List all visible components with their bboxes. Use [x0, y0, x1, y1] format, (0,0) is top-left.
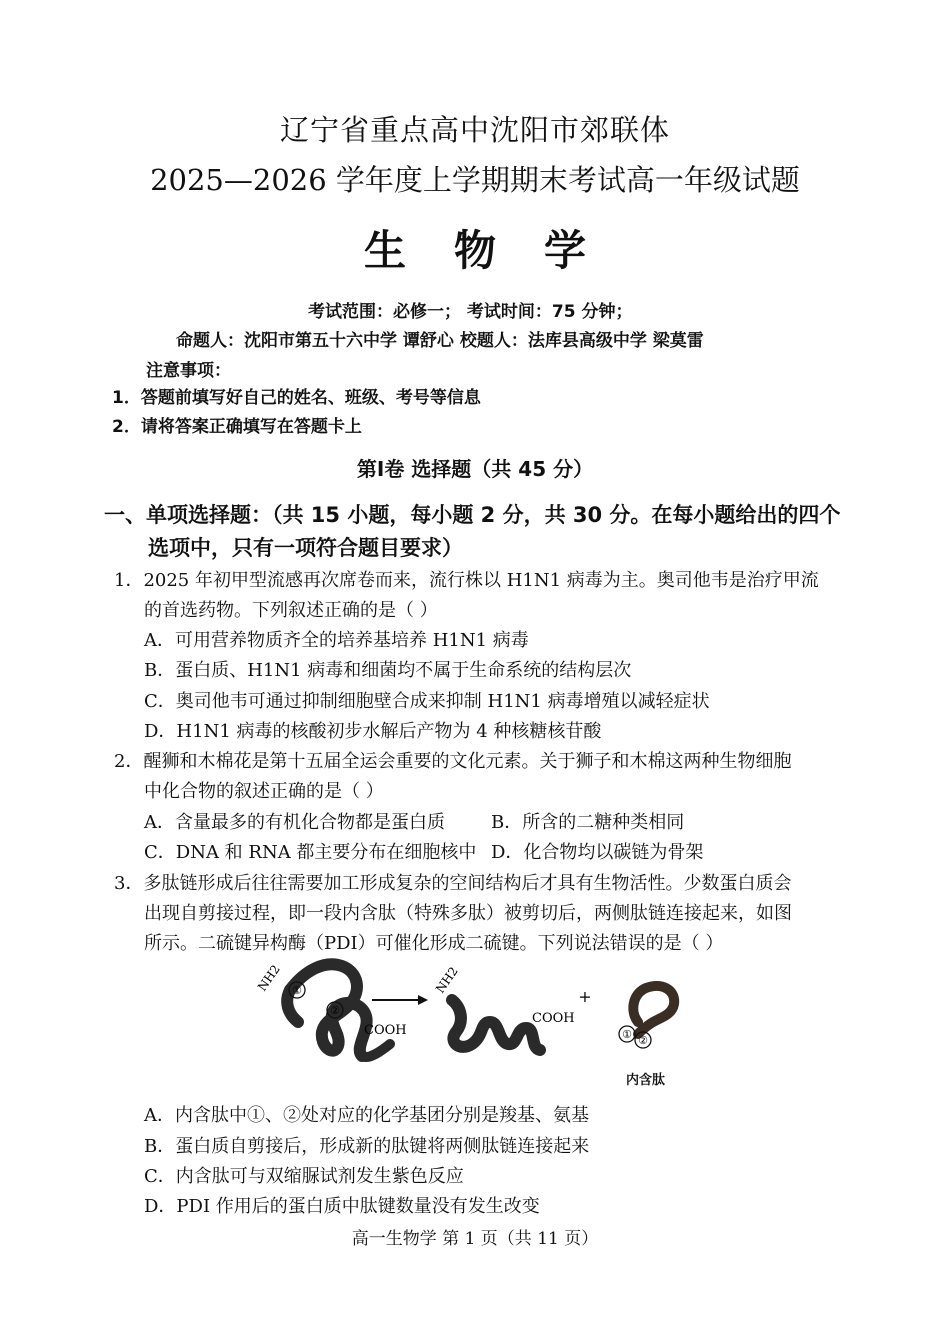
intein-site-2-label: ② — [638, 1034, 648, 1047]
exam-title-line2: 2025—2026 学年度上学期期末考试高一年级试题 — [150, 163, 800, 197]
question-3-stem: 3．多肽链形成后往往需要加工形成复杂的空间结构后才具有生物活性。少数蛋白质会 — [114, 873, 792, 894]
question-2-stem: 2．醒狮和木棉花是第十五届全运会重要的文化元素。关于狮子和木棉这两种生物细胞 — [114, 751, 792, 772]
question-3-option-a: A．内含肽中①、②处对应的化学基团分别是羧基、氨基 — [144, 1105, 589, 1126]
question-1-option-d: D．H1N1 病毒的核酸初步水解后产物为 4 种核糖核苷酸 — [144, 721, 602, 742]
question-3-option-d: D．PDI 作用后的蛋白质中肽键数量没有发生改变 — [144, 1196, 540, 1217]
cooh-label-left: COOH — [364, 1023, 407, 1038]
question-2-option-b: B．所含的二糖种类相同 — [491, 812, 685, 833]
question-3-option-c: C．内含肽可与双缩脲试剂发生紫色反应 — [144, 1166, 464, 1187]
nh2-label-right: NH2 — [432, 964, 461, 996]
section-heading-cont: 选项中，只有一项符合题目要求） — [148, 536, 463, 560]
question-1-option-c: C．奥司他韦可通过抑制细胞壁合成来抑制 H1N1 病毒增殖以减轻症状 — [144, 691, 710, 712]
reaction-arrow-head — [418, 995, 428, 1005]
exam-authors: 命题人：沈阳市第五十六中学 谭舒心 校题人：法库县高级中学 梁莫雷 — [176, 331, 704, 351]
question-2-stem: 中化合物的叙述正确的是（ ） — [144, 781, 384, 802]
site-1-label: ① — [292, 984, 302, 997]
intein-loop — [633, 986, 674, 1034]
question-1-stem: 的首选药物。下列叙述正确的是（ ） — [144, 600, 438, 621]
intein-site-1-label: ① — [622, 1028, 632, 1041]
question-2-option-a: A．含量最多的有机化合物都是蛋白质 — [144, 812, 445, 833]
plus-sign: + — [578, 987, 592, 1006]
question-3-stem: 所示。二硫键异构酶（PDI）可催化形成二硫键。下列说法错误的是（ ） — [144, 933, 724, 954]
page-footer: 高一生物学 第 1 页（共 11 页） — [351, 1229, 599, 1249]
exam-title-line1: 辽宁省重点高中沈阳市郊联体 — [279, 113, 670, 147]
site-2-label: ② — [330, 1004, 340, 1017]
part-title: 第Ⅰ卷 选择题（共 45 分） — [356, 457, 594, 481]
question-1-stem: 1．2025 年初甲型流感再次席卷而来，流行株以 H1N1 病毒为主。奥司他韦是治疗甲流 — [114, 570, 819, 591]
protein-chain-precursor — [290, 964, 367, 1056]
nh2-label-left: NH2 — [254, 962, 283, 994]
cooh-label-right: COOH — [532, 1011, 575, 1026]
question-1-option-b: B．蛋白质、H1N1 病毒和细菌均不属于生命系统的结构层次 — [144, 660, 632, 681]
section-heading: 一、单项选择题：（共 15 小题，每小题 2 分，共 30 分。在每小题给出的四个 — [104, 503, 841, 527]
note-item: 2．请将答案正确填写在答题卡上 — [112, 417, 362, 437]
note-item: 1．答题前填写好自己的姓名、班级、考号等信息 — [112, 388, 481, 408]
spliced-protein-chain — [452, 1000, 540, 1050]
intein-caption: 内含肽 — [626, 1073, 666, 1088]
question-3-stem: 出现自剪接过程，即一段内含肽（特殊多肽）被剪切后，两侧肽链连接起来，如图 — [144, 903, 792, 924]
subject-title: 生物学 — [363, 226, 634, 275]
question-1-option-a: A．可用营养物质齐全的培养基培养 H1N1 病毒 — [144, 630, 529, 651]
question-2-option-d: D．化合物均以碳链为骨架 — [491, 842, 704, 863]
exam-scope: 考试范围：必修一； 考试时间：75 分钟； — [308, 302, 633, 322]
question-2-option-c: C．DNA 和 RNA 都主要分布在细胞核中 — [144, 842, 477, 863]
notes-title: 注意事项： — [146, 361, 231, 381]
question-3-option-b: B．蛋白质自剪接后，形成新的肽键将两侧肽链连接起来 — [144, 1136, 590, 1157]
